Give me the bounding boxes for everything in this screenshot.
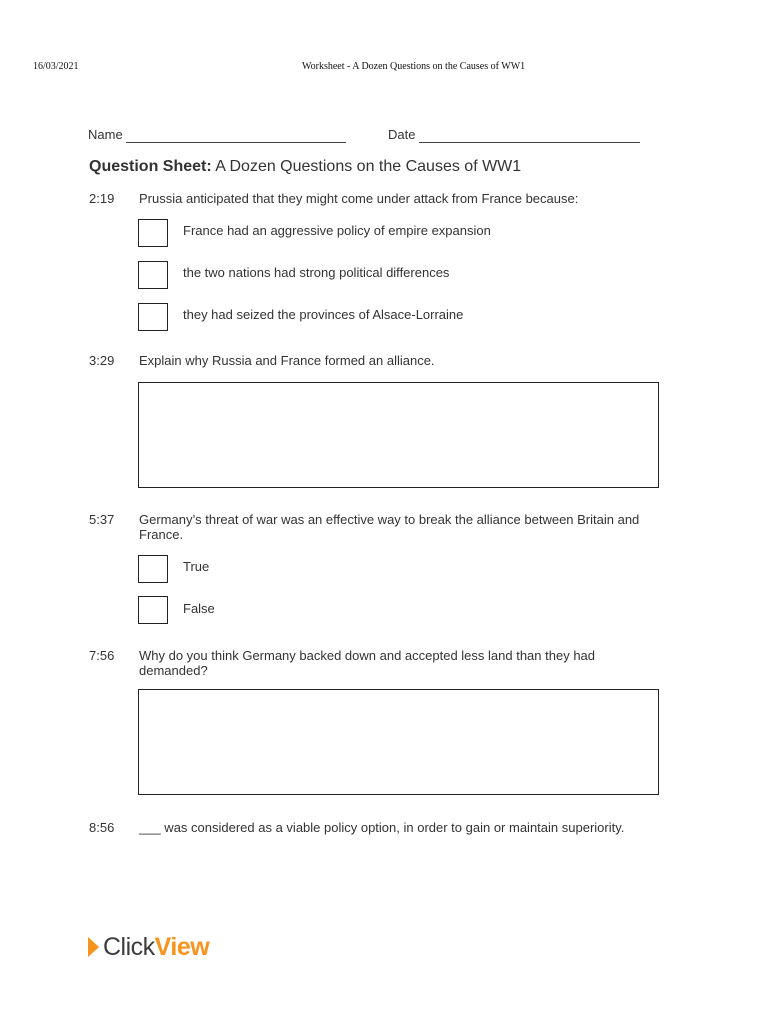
date-field[interactable] bbox=[419, 128, 640, 143]
question-3-time: 5:37 bbox=[89, 512, 115, 527]
question-1-option-1-label: France had an aggressive policy of empire expansion bbox=[183, 223, 491, 238]
question-2-answer-box[interactable] bbox=[138, 382, 659, 488]
question-3-option-true-label: True bbox=[183, 559, 210, 574]
question-1-option-3-checkbox[interactable] bbox=[138, 303, 168, 331]
date-label: Date bbox=[388, 127, 416, 142]
question-3-option-false-label: False bbox=[183, 601, 215, 616]
print-date: 16/03/2021 bbox=[33, 61, 79, 72]
question-3-option-true-checkbox[interactable] bbox=[138, 555, 168, 583]
question-4-text: Why do you think Germany backed down and accepted less land than they had demanded? bbox=[139, 648, 596, 678]
sheet-title bbox=[89, 158, 521, 176]
question-1-option-1-checkbox[interactable] bbox=[138, 219, 168, 247]
print-title: Worksheet - A Dozen Questions on the Causes of WW1 bbox=[302, 61, 526, 72]
question-1-option-2-checkbox[interactable] bbox=[138, 261, 168, 289]
sheet-title-text: A Dozen Questions on the Causes of WW1 bbox=[215, 158, 522, 175]
logo-text-click: Click bbox=[103, 932, 155, 961]
name-label: Name bbox=[88, 127, 123, 142]
question-1-option-3-label: they had seized the provinces of Alsace-Lorraine bbox=[183, 307, 464, 322]
question-5-time: 8:56 bbox=[89, 820, 115, 835]
question-5-text: ___ was considered as a viable policy option, in order to gain or maintain superiority. bbox=[139, 820, 625, 835]
question-1-time: 2:19 bbox=[89, 191, 115, 206]
question-2-time: 3:29 bbox=[89, 353, 115, 368]
question-3-option-false-checkbox[interactable] bbox=[138, 596, 168, 624]
question-1-text: Prussia anticipated that they might come under attack from France because: bbox=[139, 191, 579, 206]
sheet-title-bold: Question Sheet: bbox=[89, 158, 212, 175]
question-4-answer-box[interactable] bbox=[138, 689, 659, 795]
name-field[interactable] bbox=[126, 128, 346, 143]
logo-text-view: View bbox=[154, 932, 210, 961]
question-1-option-2-label: the two nations had strong political differences bbox=[183, 265, 450, 280]
question-4-time: 7:56 bbox=[89, 648, 115, 663]
question-3-text: Germany’s threat of war was an effective way to break the alliance between Britain and France. bbox=[139, 512, 640, 542]
play-triangle-icon bbox=[88, 937, 99, 957]
question-2-text: Explain why Russia and France formed an alliance. bbox=[139, 353, 435, 368]
clickview-logo bbox=[88, 933, 209, 961]
